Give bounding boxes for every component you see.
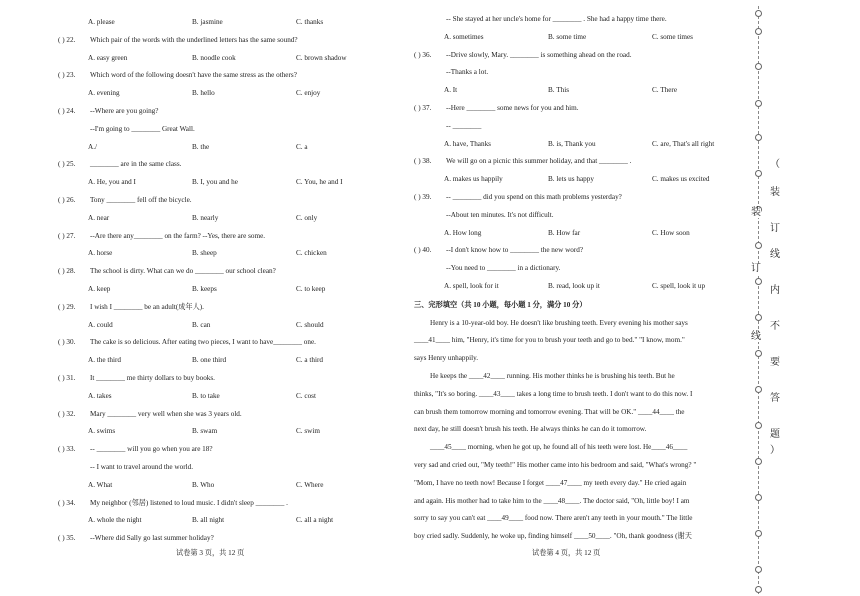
answer-option: B. nearly [192,213,219,222]
passage-line: says Henry unhappily. [414,354,479,363]
question-number: ( ) 32. [58,409,76,418]
question-number: ( ) 29. [58,302,76,311]
passage-line: next day, he still doesn't brush his teeth. He always thinks he can do it tomorrow. [414,425,647,434]
answer-option: A. He, you and I [88,178,136,187]
binding-text-outer: 要 [770,357,780,368]
answer-option: A. How long [444,228,482,237]
question-stem: -- ________ did you spend on this math problems yesterday? [446,193,622,201]
question-number: ( ) 30. [58,338,76,347]
binding-hole-icon [755,28,762,35]
answer-option: B. is, Thank you [548,139,596,148]
binding-hole-icon [755,566,762,573]
binding-text-outer: （ [770,159,780,170]
question-stem-line2: -- I want to travel around the world. [90,463,193,471]
question-number: ( ) 33. [58,445,76,454]
answer-option: C. chicken [296,249,327,258]
question-number: ( ) 22. [58,35,76,44]
answer-option: A. could [88,320,113,329]
answer-option: A. spell, look for it [444,282,499,290]
binding-line [758,6,759,594]
answer-option: A. keep [88,285,111,293]
passage-line: boy cried sadly. Suddenly, he woke up, finding himself ____50____. "Oh, thank goodness (谢天 [414,532,692,541]
binding-hole-icon [755,170,762,177]
answer-option: A. It [444,86,458,95]
binding-hole-icon [755,134,762,141]
question-stem: The school is dirty. What can we do ________ our school clean? [90,267,276,276]
question-stem: Which pair of the words with the underlined letters has the same sound? [90,35,298,44]
answer-option: C. thanks [296,18,324,26]
answer-option: C. should [296,320,324,329]
answer-option: A. What [88,480,113,489]
passage-line: ____41____ him, "Henry, it's time for you to brush your teeth and go to bed." "I know, mom." [414,336,685,345]
binding-hole-icon [755,10,762,17]
passage-line: ____45____ morning, when he got up, he found all of his teeth were lost. He____46____ [430,443,688,452]
question-stem: My neighbor (邻居) listened to loud music. I didn't sleep ________ . [90,498,288,507]
question-stem-line2: --I'm going to ________ Great Wall. [90,124,195,133]
page-footer-left: 试卷第 3 页，共 12 页 [176,549,245,557]
answer-option: A. near [88,213,110,222]
answer-option: B. How far [548,228,581,237]
passage-line: He keeps the ____42____ running. His mother thinks he is brushing his teeth. But he [430,372,675,380]
answer-option: B. to take [192,391,220,400]
binding-text-outer: 内 [770,285,780,296]
question-stem-line2: --You need to ________ in a dictionary. [446,264,561,273]
binding-text-outer: 订 [770,223,780,234]
binding-text-outer: 题 [770,429,780,440]
answer-option: A. the third [88,356,121,365]
binding-hole-icon [755,278,762,285]
binding-hole-icon [755,422,762,429]
question-number: ( ) 38. [414,157,432,166]
answer-option: B. read, look up it [548,282,600,290]
answer-option: C. only [296,213,318,222]
answer-option: B. one third [192,356,227,365]
answer-option: C. to keep [296,285,326,293]
answer-option: C. brown shadow [296,53,347,62]
question-stem: -- She stayed at her uncle's home for ________ . She had a happy time there. [446,15,667,23]
binding-text-outer: 装 [770,187,780,198]
answer-option: B. sheep [192,249,217,258]
answer-option: B. jasmine [192,18,223,26]
question-stem: --Where did Sally go last summer holiday? [90,534,214,543]
binding-text-inner: 线 [751,331,761,342]
question-number: ( ) 39. [414,193,432,201]
question-stem: The cake is so delicious. After eating two pieces, I want to have________ one. [90,338,316,347]
question-number: ( ) 26. [58,196,76,204]
answer-option: A./ [88,142,97,151]
answer-option: A. takes [88,391,112,400]
binding-hole-icon [755,530,762,537]
question-number: ( ) 24. [58,107,76,115]
answer-option: B. This [548,86,570,95]
question-stem: --Here ________ some news for you and him. [446,104,579,112]
binding-hole-icon [755,586,762,593]
passage-line: sorry to say you can't eat ____49____ food now. There aren't any teeth in your mouth." The little [414,514,693,523]
question-stem: It ________ me thirty dollars to buy books. [90,374,215,382]
answer-option: B. hello [192,89,215,98]
answer-option: B. noodle cook [192,53,236,62]
question-stem: Which word of the following doesn't have the same stress as the others? [90,71,297,80]
passage-line: Henry is a 10-year-old boy. He doesn't like brushing teeth. Every evening his mother says [430,318,688,327]
question-number: ( ) 36. [414,50,432,59]
answer-option: C. Where [296,480,324,489]
answer-option: C. a third [296,356,323,365]
answer-option: C. enjoy [296,89,321,98]
binding-hole-icon [755,314,762,321]
question-stem: I wish I ________ be an adult(成年人). [90,302,204,311]
answer-option: C. spell, look it up [652,282,706,290]
question-number: ( ) 35. [58,534,76,543]
answer-option: A. whole the night [88,516,142,525]
answer-option: B. I, you and he [192,178,238,187]
answer-option: C. are, That's all right [652,139,715,148]
passage-line: thinks, "It's so boring. ____43____ takes a long time to brush teeth. I don't want to do this now. I [414,389,693,398]
binding-text-inner: 订 [751,263,761,274]
question-number: ( ) 37. [414,104,432,112]
question-stem: We will go on a picnic this summer holiday, and that ________ . [446,157,632,166]
question-stem: Tony ________ fell off the bicycle. [90,196,192,204]
answer-option: C. makes us excited [652,175,710,184]
answer-option: C. You, he and I [296,178,343,187]
question-stem: --I don't know how to ________ the new word? [446,246,584,255]
binding-hole-icon [755,100,762,107]
question-stem-line2: --About ten minutes. It's not difficult. [446,210,554,219]
answer-option: B. can [192,320,211,329]
binding-text-outer: 答 [770,393,780,404]
question-number: ( ) 27. [58,231,76,240]
question-stem: -- ________ will you go when you are 18? [90,445,213,454]
binding-hole-icon [755,494,762,501]
answer-option: C. all a night [296,516,334,525]
question-stem: Mary ________ very well when she was 3 years old. [90,409,242,418]
question-stem: --Where are you going? [90,107,159,115]
passage-line: "Mom, I have no teeth now! Because I forget ____47____ my teeth every day." He cried again [414,478,687,487]
answer-option: C. swim [296,427,320,436]
answer-option: B. Who [192,480,215,489]
answer-option: B. all night [192,516,225,525]
binding-hole-icon [755,242,762,249]
answer-option: C. There [652,86,678,95]
question-stem: --Drive slowly, Mary. ________ is something ahead on the road. [446,50,632,59]
answer-option: C. How soon [652,228,690,237]
question-number: ( ) 40. [414,246,432,255]
answer-option: B. swam [192,427,218,436]
answer-option: C. some times [652,32,693,41]
binding-hole-icon [755,350,762,357]
passage-line: can brush them tomorrow morning and tomorrow evening. That will be OK." ____44____ the [414,407,685,416]
binding-hole-icon [755,63,762,70]
question-number: ( ) 23. [58,71,76,80]
binding-hole-icon [755,386,762,393]
answer-option: B. the [192,142,210,151]
answer-option: A. have, Thanks [444,139,491,148]
answer-option: C. cost [296,391,316,400]
page-footer-right: 试卷第 4 页，共 12 页 [532,549,601,557]
question-number: ( ) 25. [58,160,76,169]
answer-option: A. please [88,18,115,26]
passage-line: very sad and cried out, "My teeth!" His mother came into his bedroom and said, "What's wrong? " [414,461,697,469]
binding-hole-icon [755,458,762,465]
section-title: 三、完形填空（共 10 小题，每小题 1 分，满分 10 分） [414,300,587,309]
answer-option: C. a [296,142,308,151]
question-stem-line2: -- ________ [446,121,482,130]
answer-option: A. evening [88,89,120,98]
question-stem: --Are there any________ on the farm? --Yes, there are some. [90,231,266,240]
answer-option: A. sometimes [444,32,484,41]
question-number: ( ) 34. [58,498,76,507]
binding-strip [748,0,860,596]
passage-line: and again. His mother had to take him to the ____48____. The doctor said, "Oh, little boy! I am [414,496,690,505]
question-number: ( ) 31. [58,374,76,382]
binding-text-outer: ） [770,445,780,456]
answer-option: A. makes us happily [444,175,503,184]
answer-option: B. lets us happy [548,175,594,184]
question-stem: ________ are in the same class. [90,160,182,169]
binding-text-inner: 装 [751,207,761,218]
question-stem-line2: --Thanks a lot. [446,68,489,77]
question-number: ( ) 28. [58,267,76,276]
answer-option: A. swims [88,427,116,436]
answer-option: A. easy green [88,53,128,62]
answer-option: B. keeps [192,285,217,293]
answer-option: A. horse [88,249,113,258]
answer-option: B. some time [548,32,587,41]
binding-text-outer: 线 [770,249,780,260]
binding-text-outer: 不 [770,321,780,332]
